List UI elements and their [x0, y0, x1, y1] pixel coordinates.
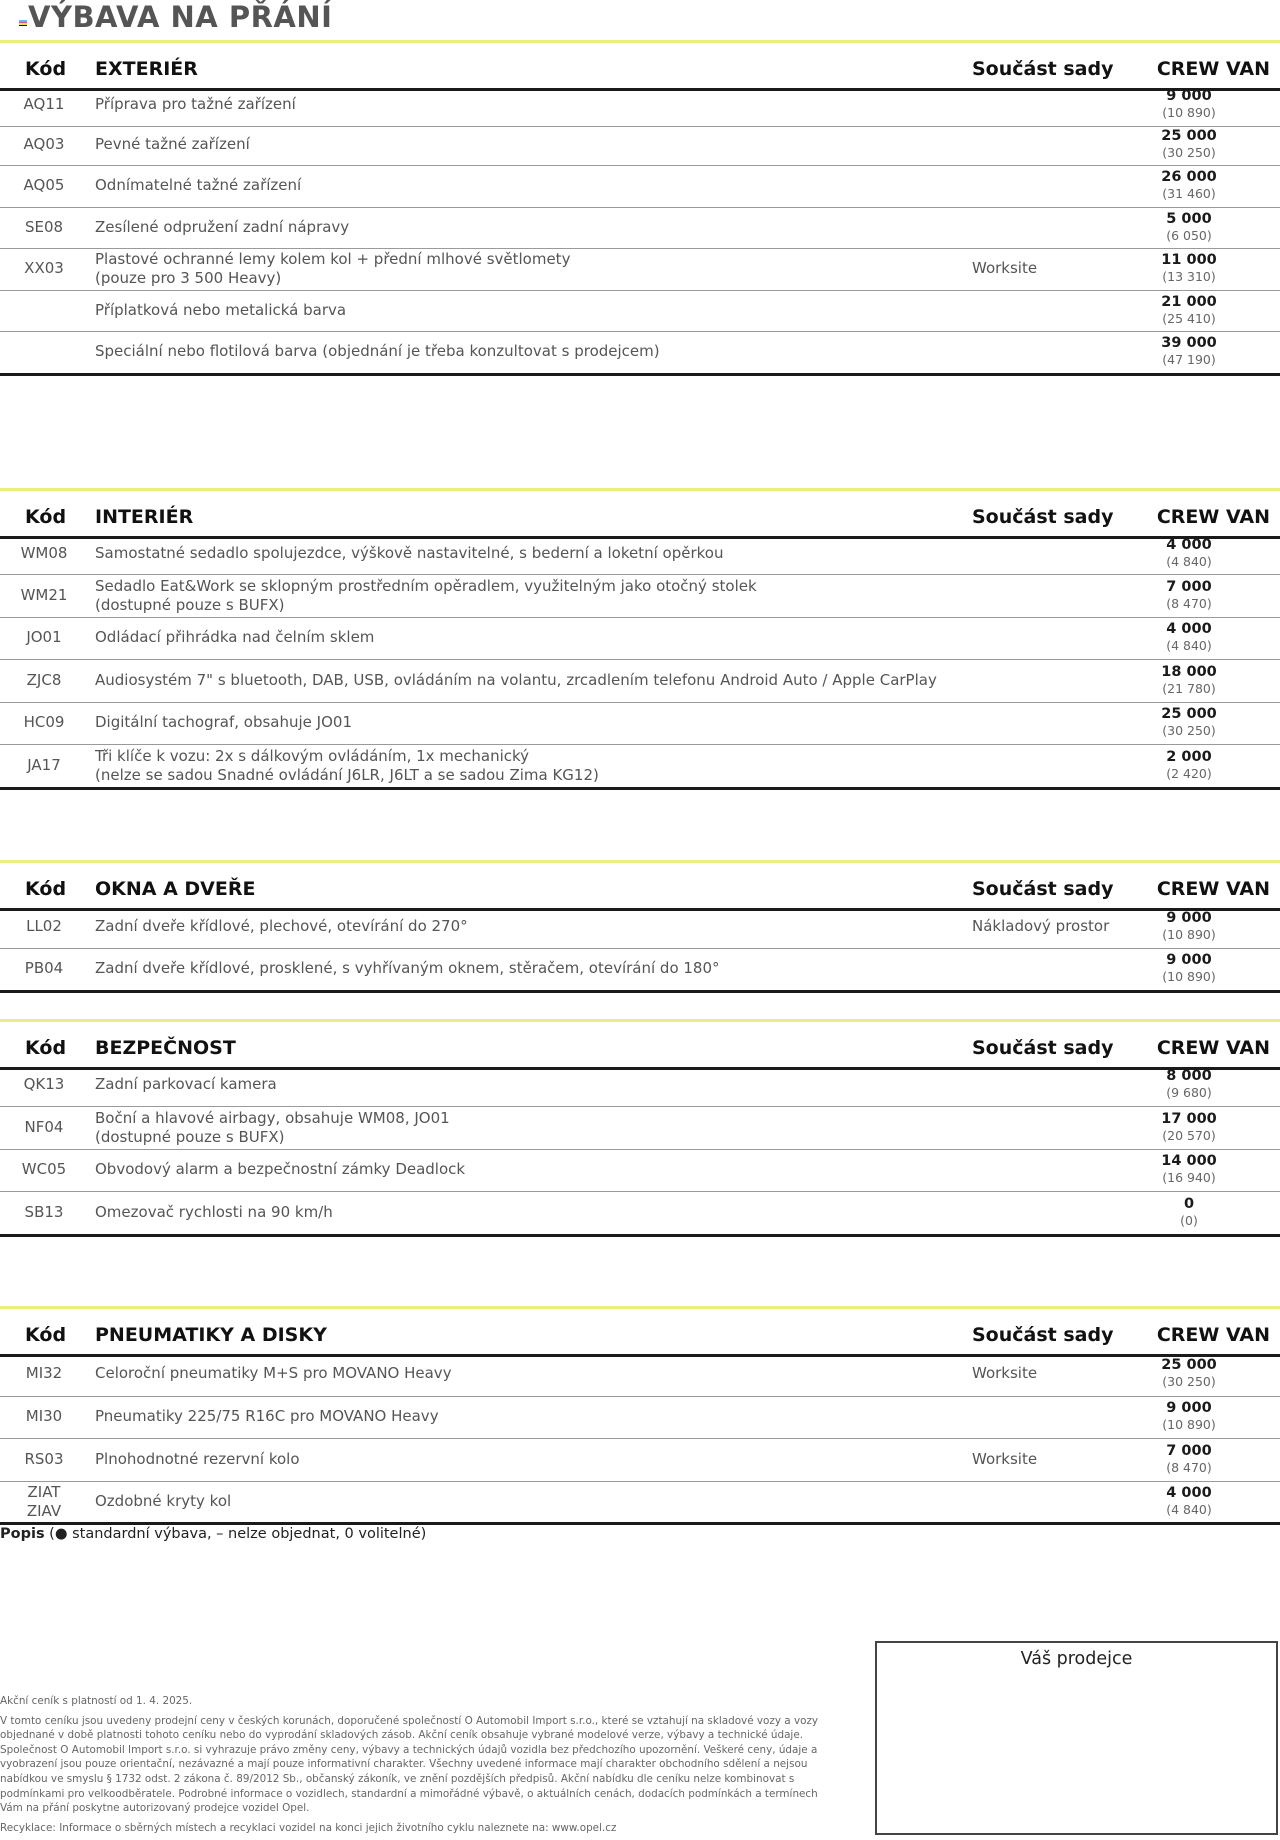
code-value: AQ03: [23, 134, 65, 153]
column-price: CREW VAN: [1156, 1324, 1270, 1346]
dealer-box: [875, 1641, 1278, 1835]
option-description: [95, 135, 250, 154]
table-header: [0, 866, 1280, 911]
option-code: [0, 959, 88, 978]
option-description: [95, 1075, 277, 1094]
accent-divider: [0, 488, 1280, 491]
code-value: WC05: [21, 1160, 67, 1178]
price-cell: [1134, 1442, 1244, 1476]
column-code: Kód: [25, 58, 67, 80]
code-value: XX03: [24, 259, 64, 277]
option-code: [0, 917, 88, 936]
price-gross: (4 840): [1166, 638, 1212, 653]
section-title: EXTERIÉR: [95, 58, 198, 80]
option-description: [95, 1109, 450, 1147]
price-cell: [1134, 578, 1244, 612]
price-cell: [1134, 1067, 1244, 1101]
legend: [0, 1526, 426, 1542]
accent-divider: [0, 1019, 1280, 1022]
table-row: [0, 1064, 1280, 1107]
table-row: [0, 1396, 1280, 1439]
option-description: [95, 1203, 333, 1222]
price-net: 14 000: [1161, 1153, 1217, 1169]
description-line-2: (pouze pro 3 500 Heavy): [95, 269, 282, 287]
package-name: Worksite: [972, 259, 1038, 277]
description-line-1: Zesílené odpružení zadní nápravy: [95, 217, 350, 236]
section-title: INTERIÉR: [95, 506, 194, 528]
option-description: [95, 250, 570, 288]
column-code: Kód: [25, 878, 67, 900]
code-value: ZJC8: [26, 670, 62, 689]
price-net: 26 000: [1161, 169, 1217, 185]
price-gross: (0): [1180, 1212, 1198, 1228]
description-line-1: Pneumatiky 225/75 R16C pro MOVANO Heavy: [95, 1407, 439, 1425]
recycling-note: Recyklace: Informace o sběrných místech a recyklaci vozidel na konci jejich životního cyklu naleznete na: www.opel.cz: [0, 1821, 617, 1834]
option-code: [0, 1075, 88, 1094]
column-set: Součást sady: [972, 506, 1114, 528]
package-name: Nákladový prostor: [972, 917, 1110, 935]
price-cell: [1134, 536, 1244, 570]
code-value: AQ05: [23, 176, 65, 194]
option-description: [95, 1160, 465, 1179]
option-description: [95, 713, 352, 732]
option-description: [95, 917, 468, 936]
column-code: Kód: [25, 1037, 67, 1059]
description-line-2: (dostupné pouze s BUFX): [95, 595, 285, 614]
table-row: [0, 248, 1280, 291]
price-cell: [1134, 1484, 1244, 1518]
price-gross: (16 940): [1162, 1170, 1216, 1185]
table-row: [0, 659, 1280, 703]
table-row: [0, 574, 1280, 618]
price-cell: [1134, 1110, 1244, 1144]
accent-divider: [0, 40, 1280, 43]
option-code: [0, 95, 88, 114]
price-net: 9 000: [1166, 910, 1212, 926]
description-line-1: Pevné tažné zařízení: [95, 134, 250, 153]
print-registration-mark: [19, 20, 27, 27]
section-title: BEZPEČNOST: [95, 1037, 236, 1059]
description-line-1: Sedadlo Eat&Work se sklopným prostředním opěradlem, využitelným jako otočný stolek: [95, 576, 757, 595]
description-line-1: Speciální nebo flotilová barva (objednání je třeba konzultovat s prodejcem): [95, 342, 660, 360]
price-net: 2 000: [1166, 748, 1212, 765]
price-net: 9 000: [1166, 88, 1212, 104]
description-line-1: Boční a hlavové airbagy, obsahuje WM08, JO01: [95, 1108, 450, 1127]
price-net: 25 000: [1161, 127, 1217, 144]
option-code: [0, 1483, 88, 1521]
price-net: 4 000: [1166, 621, 1212, 637]
description-line-1: Celoroční pneumatiky M+S pro MOVANO Heavy: [95, 1363, 452, 1382]
column-code: Kód: [25, 506, 67, 528]
code-value: SE08: [24, 217, 64, 236]
description-line-1: Ozdobné kryty kol: [95, 1491, 232, 1510]
description-line-1: Zadní parkovací kamera: [95, 1075, 277, 1093]
price-net: 18 000: [1161, 663, 1217, 680]
option-description: [95, 671, 937, 690]
price-gross: (10 890): [1162, 105, 1216, 120]
table-row: [0, 1191, 1280, 1237]
price-gross: (30 250): [1162, 144, 1216, 160]
code-value: MI32: [25, 1363, 63, 1382]
description-line-1: Zadní dveře křídlové, plechové, otevírání do 270°: [95, 917, 468, 935]
code-value: HC09: [23, 713, 65, 731]
price-gross: (10 890): [1162, 927, 1216, 942]
option-description: [95, 577, 757, 615]
option-code: [0, 1203, 88, 1222]
price-cell: [1134, 909, 1244, 943]
price-net: 5 000: [1166, 210, 1212, 227]
option-code: [0, 176, 88, 195]
validity-note: Akční ceník s platností od 1. 4. 2025.: [0, 1695, 193, 1707]
price-cell: [1134, 334, 1244, 368]
table-row: [0, 1438, 1280, 1482]
option-description: [95, 342, 660, 361]
price-gross: (4 840): [1166, 1501, 1212, 1517]
price-cell: [1134, 748, 1244, 782]
option-code: [0, 135, 88, 154]
code-value: JO01: [26, 628, 62, 646]
description-line-1: Plastové ochranné lemy kolem kol + přední mlhové světlomety: [95, 250, 571, 268]
price-cell: [1134, 210, 1244, 244]
option-code: [0, 1160, 88, 1179]
table-row: [0, 1481, 1280, 1525]
accent-divider: [0, 860, 1280, 863]
table-row: [0, 207, 1280, 249]
price-cell: [1134, 1195, 1244, 1229]
option-code: [0, 1364, 88, 1383]
table-row: [0, 617, 1280, 660]
option-description: [95, 1492, 231, 1511]
price-gross: (6 050): [1166, 227, 1212, 243]
description-line-2: (dostupné pouze s BUFX): [95, 1127, 285, 1146]
legend-text: (● standardní výbava, – nelze objednat, 0 volitelné): [44, 1526, 427, 1542]
price-gross: (8 470): [1166, 1459, 1212, 1475]
price-gross: (13 310): [1162, 269, 1216, 284]
option-description: [95, 959, 720, 978]
price-net: 4 000: [1166, 1484, 1212, 1501]
price-net: 25 000: [1161, 1356, 1217, 1373]
option-code: [0, 218, 88, 237]
column-set: Součást sady: [972, 1324, 1114, 1346]
table-row: [0, 948, 1280, 993]
package-name: Worksite: [972, 1449, 1038, 1468]
price-net: 21 000: [1161, 293, 1217, 310]
price-net: 17 000: [1161, 1110, 1217, 1127]
option-description: [95, 176, 301, 195]
price-gross: (30 250): [1162, 723, 1216, 738]
price-cell: [1134, 127, 1244, 161]
table-row: [0, 124, 1280, 166]
price-net: 11 000: [1161, 252, 1217, 268]
package-name: Worksite: [972, 1363, 1038, 1382]
code-value: JA17: [27, 755, 61, 774]
price-gross: (8 470): [1166, 595, 1212, 611]
table-row: [0, 290, 1280, 332]
price-gross: (20 570): [1162, 1127, 1216, 1143]
price-gross: (10 890): [1162, 969, 1216, 984]
price-net: 39 000: [1161, 335, 1217, 351]
page-title: VÝBAVA NA PŘÁNÍ: [28, 0, 333, 34]
price-gross: (4 840): [1166, 553, 1212, 569]
option-code: [0, 628, 88, 647]
price-net: 25 000: [1161, 706, 1217, 722]
price-cell: [1134, 293, 1244, 327]
option-description: [95, 1450, 300, 1469]
accent-divider: [0, 1306, 1280, 1309]
description-line-1: Odládací přihrádka nad čelním sklem: [95, 628, 375, 646]
code-value: LL02: [26, 917, 62, 935]
section-title: OKNA A DVEŘE: [95, 878, 256, 900]
code-value: QK13: [23, 1075, 65, 1093]
code-value: NF04: [24, 1117, 64, 1136]
option-description: [95, 628, 374, 647]
column-set: Součást sady: [972, 58, 1114, 80]
disclaimer: [0, 1694, 820, 1840]
price-net: 7 000: [1166, 578, 1212, 595]
description-line-1: Plnohodnotné rezervní kolo: [95, 1449, 300, 1468]
description-line-1: Omezovač rychlosti na 90 km/h: [95, 1202, 333, 1221]
description-line-1: Digitální tachograf, obsahuje JO01: [95, 713, 352, 731]
option-code: [0, 1450, 88, 1469]
price-gross: (47 190): [1162, 352, 1216, 367]
price-gross: (25 410): [1162, 310, 1216, 326]
option-code: [0, 586, 88, 605]
code-value: MI30: [25, 1407, 63, 1425]
code-value-2: ZIAV: [26, 1501, 62, 1520]
table-row: [0, 1351, 1280, 1397]
price-cell: [1134, 1152, 1244, 1186]
description-line-1: Zadní dveře křídlové, prosklené, s vyhřívaným oknem, stěračem, otevírání do 180°: [95, 959, 720, 977]
option-code: [0, 544, 88, 563]
column-price: CREW VAN: [1156, 506, 1270, 528]
price-cell: [1134, 663, 1244, 697]
option-code: [0, 756, 88, 775]
table-row: [0, 906, 1280, 949]
description-line-1: Audiosystém 7" s bluetooth, DAB, USB, ovládáním na volantu, zrcadlením telefonu Android Auto / Apple CarPlay: [95, 670, 937, 689]
price-gross: (30 250): [1162, 1373, 1216, 1389]
price-net: 7 000: [1166, 1442, 1212, 1459]
table-row: [0, 744, 1280, 790]
description-line-2: (nelze se sadou Snadné ovládání J6LR, J6LT a se sadou Zima KG12): [95, 765, 599, 784]
price-gross: (31 460): [1162, 186, 1216, 201]
disclaimer-body: V tomto ceníku jsou uvedeny prodejní ceny v českých korunách, doporučené společností O Automobil Import s.r.o., které se vztahují na skladové vozy a vozy objednané v době platnosti tohoto ceníku nebo do vyprodání skladových zásob. Akční ceník obsahuje vybrané modelové verze, výbavy a technické údaje. Společnost O Automobil Import s.r.o. si vyhrazuje právo změny ceny, výbavy a technických údajů vozidla bez předchozího upozornění. Veškeré ceny, údaje a vyobrazení jsou pouze orientační, nezávazné a mají pouze informativní charakter. Všechny uvedené informace mají charakter obchodního sdělení a nejsou nabídkou ve smyslu § 1732 odst. 2 zákona č. 89/2012 Sb., občanský zákoník, ve znění pozdějších předpisů. Akční nabídku dle ceníku nelze kombinovat s podmínkami pro velkoodběratele. Podrobné informace o vozidlech, standardní a mimořádné výbavě, o aktuálních cenách, dodacích podmínkách a termínech Vám na přání poskytne autorizovaný prodejce vozidel Opel.: [0, 1714, 819, 1815]
table-row: [0, 1106, 1280, 1150]
price-cell: [1134, 251, 1244, 285]
dealer-label: Váš prodejce: [1020, 1649, 1133, 1669]
description-line-1: Příprava pro tažné zařízení: [95, 95, 296, 113]
option-description: [95, 95, 296, 114]
table-row: [0, 84, 1280, 127]
option-code: [0, 259, 88, 278]
price-gross: (10 890): [1162, 1417, 1216, 1432]
price-cell: [1134, 1399, 1244, 1433]
price-cell: [1134, 1356, 1244, 1390]
table-row: [0, 331, 1280, 376]
table-row: [0, 165, 1280, 208]
column-price: CREW VAN: [1156, 1037, 1270, 1059]
code-value: WM21: [20, 585, 68, 604]
column-set: Součást sady: [972, 878, 1114, 900]
option-description: [95, 1364, 452, 1383]
price-net: 8 000: [1166, 1068, 1212, 1084]
option-code: [0, 671, 88, 690]
option-description: [95, 1407, 439, 1426]
column-code: Kód: [25, 1324, 67, 1346]
option-description: [95, 218, 349, 237]
section-title: PNEUMATIKY A DISKY: [95, 1324, 327, 1346]
legend-label: Popis: [0, 1526, 45, 1542]
description-line-1: Samostatné sedadlo spolujezdce, výškově nastavitelné, s bederní a loketní opěrkou: [95, 543, 724, 562]
price-cell: [1134, 620, 1244, 654]
option-code: [0, 713, 88, 732]
description-line-1: Obvodový alarm a bezpečnostní zámky Deadlock: [95, 1160, 466, 1178]
description-line-1: Odnímatelné tažné zařízení: [95, 176, 302, 194]
code-value: PB04: [24, 959, 64, 977]
description-line-1: Příplatková nebo metalická barva: [95, 300, 347, 319]
table-row: [0, 1149, 1280, 1192]
price-cell: [1134, 168, 1244, 202]
code-value: ZIAT: [27, 1482, 61, 1501]
code-value: SB13: [24, 1202, 64, 1221]
option-description: [95, 747, 599, 785]
price-net: 9 000: [1166, 1400, 1212, 1416]
price-gross: (9 680): [1166, 1085, 1212, 1100]
price-gross: (2 420): [1166, 765, 1212, 781]
table-row: [0, 533, 1280, 575]
column-set: Součást sady: [972, 1037, 1114, 1059]
code-value: AQ11: [23, 95, 65, 113]
price-net: 0: [1183, 1195, 1195, 1212]
column-price: CREW VAN: [1156, 58, 1270, 80]
option-description: [95, 544, 723, 563]
option-code: [0, 1407, 88, 1426]
price-net: 4 000: [1166, 536, 1212, 553]
price-cell: [1134, 951, 1244, 985]
column-price: CREW VAN: [1156, 878, 1270, 900]
option-description: [95, 301, 346, 320]
option-code: [0, 1118, 88, 1137]
code-value: WM08: [20, 543, 68, 562]
price-cell: [1134, 87, 1244, 121]
price-cell: [1134, 705, 1244, 739]
table-row: [0, 702, 1280, 745]
code-value: RS03: [24, 1449, 64, 1468]
description-line-1: Tři klíče k vozu: 2x s dálkovým ovládáním, 1x mechanický: [95, 746, 530, 765]
price-net: 9 000: [1166, 952, 1212, 968]
price-gross: (21 780): [1162, 680, 1216, 696]
